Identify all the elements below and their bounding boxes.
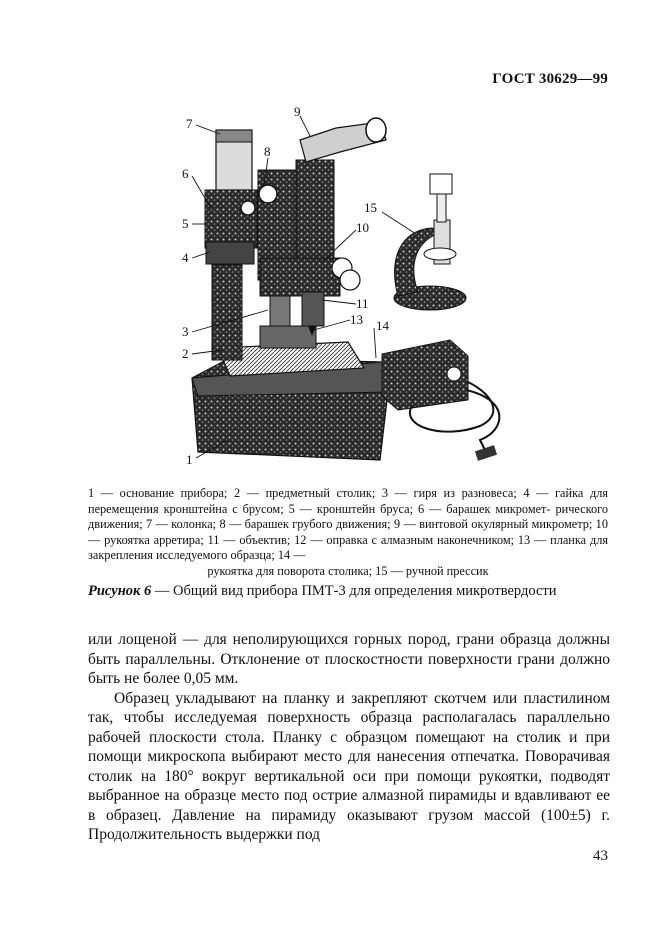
legend-line: рукоятка для поворота столика; 15 — ручной прессик: [207, 563, 489, 578]
instrument-base: [192, 358, 388, 460]
callout-7: 7: [186, 116, 193, 131]
callout-9: 9: [294, 104, 301, 119]
caption-label: Рисунок 6: [88, 583, 152, 599]
callout-3: 3: [182, 324, 189, 339]
callout-2: 2: [182, 346, 189, 361]
body-text: [88, 630, 610, 845]
pmt3-illustration: [150, 100, 540, 478]
paragraph: Образец укладывают на планку и закрепляют скотчем или пластилином так, чтобы исследуемая поверхность образца располагалась параллельно рабочей плоскости стола. Планку с образцом помещают на столик и при помощи микроскопа выбирают место для нанесения отпечатка. Поворачивая столик на 180° вокруг вертикальной оси при помощи рукоятки, подводят выбранное на образце место под острие алмазной пирамиды и вдавливают ее в образец. Давление на пирамиду оказывают грузом массой (100±5) г. Продолжительность выдержки под: [88, 689, 610, 843]
legend-line: рического движения; 7 — колонка; 8 — барашек грубого движения; 9 — винтовой: [88, 501, 608, 532]
caption-text: — Общий вид прибора ПМТ-3 для определения микротвердости: [151, 583, 557, 599]
standard-header: ГОСТ 30629—99: [492, 71, 608, 87]
callout-10: 10: [356, 220, 369, 235]
legend-line: окулярный микрометр; 10 — рукоятка арретира; 11 — объектив; 12 — оправка с: [88, 517, 608, 547]
callout-4: 4: [182, 250, 189, 265]
callout-8: 8: [264, 144, 271, 159]
hand-press: [394, 174, 466, 310]
callout-13: 13: [350, 312, 363, 327]
callout-6: 6: [182, 166, 189, 181]
objective-assembly: [260, 258, 360, 336]
microscope-body: [241, 118, 386, 280]
callout-15: 15: [364, 200, 377, 215]
legend-line: алмазным наконечником; 13 — планка для закрепления исследуемого образца; 14 —: [88, 532, 609, 563]
callout-5: 5: [182, 216, 189, 231]
callout-1: 1: [186, 452, 193, 467]
legend-line: перемещения кронштейна с брусом; 5 — кронштейн бруса; 6 — барашек микромет-: [88, 501, 551, 516]
legend-line: 1 — основание прибора; 2 — предметный столик; 3 — гиря из разновеса; 4 — гайка для: [88, 486, 608, 500]
paragraph: или лощеной — для неполирующихся горных пород, грани образца должны быть параллельны. Отклонение от плоскостности поверхности грани должно быть не более 0,05 мм.: [88, 631, 610, 687]
column: [205, 130, 257, 360]
stage-rotation-handle: [382, 340, 499, 461]
page-number: 43: [593, 848, 608, 864]
figure-legend: [88, 486, 608, 580]
instrument-figure: [150, 100, 540, 478]
callout-11: 11: [356, 296, 369, 311]
figure-caption: [88, 583, 618, 600]
callout-14: 14: [376, 318, 389, 333]
